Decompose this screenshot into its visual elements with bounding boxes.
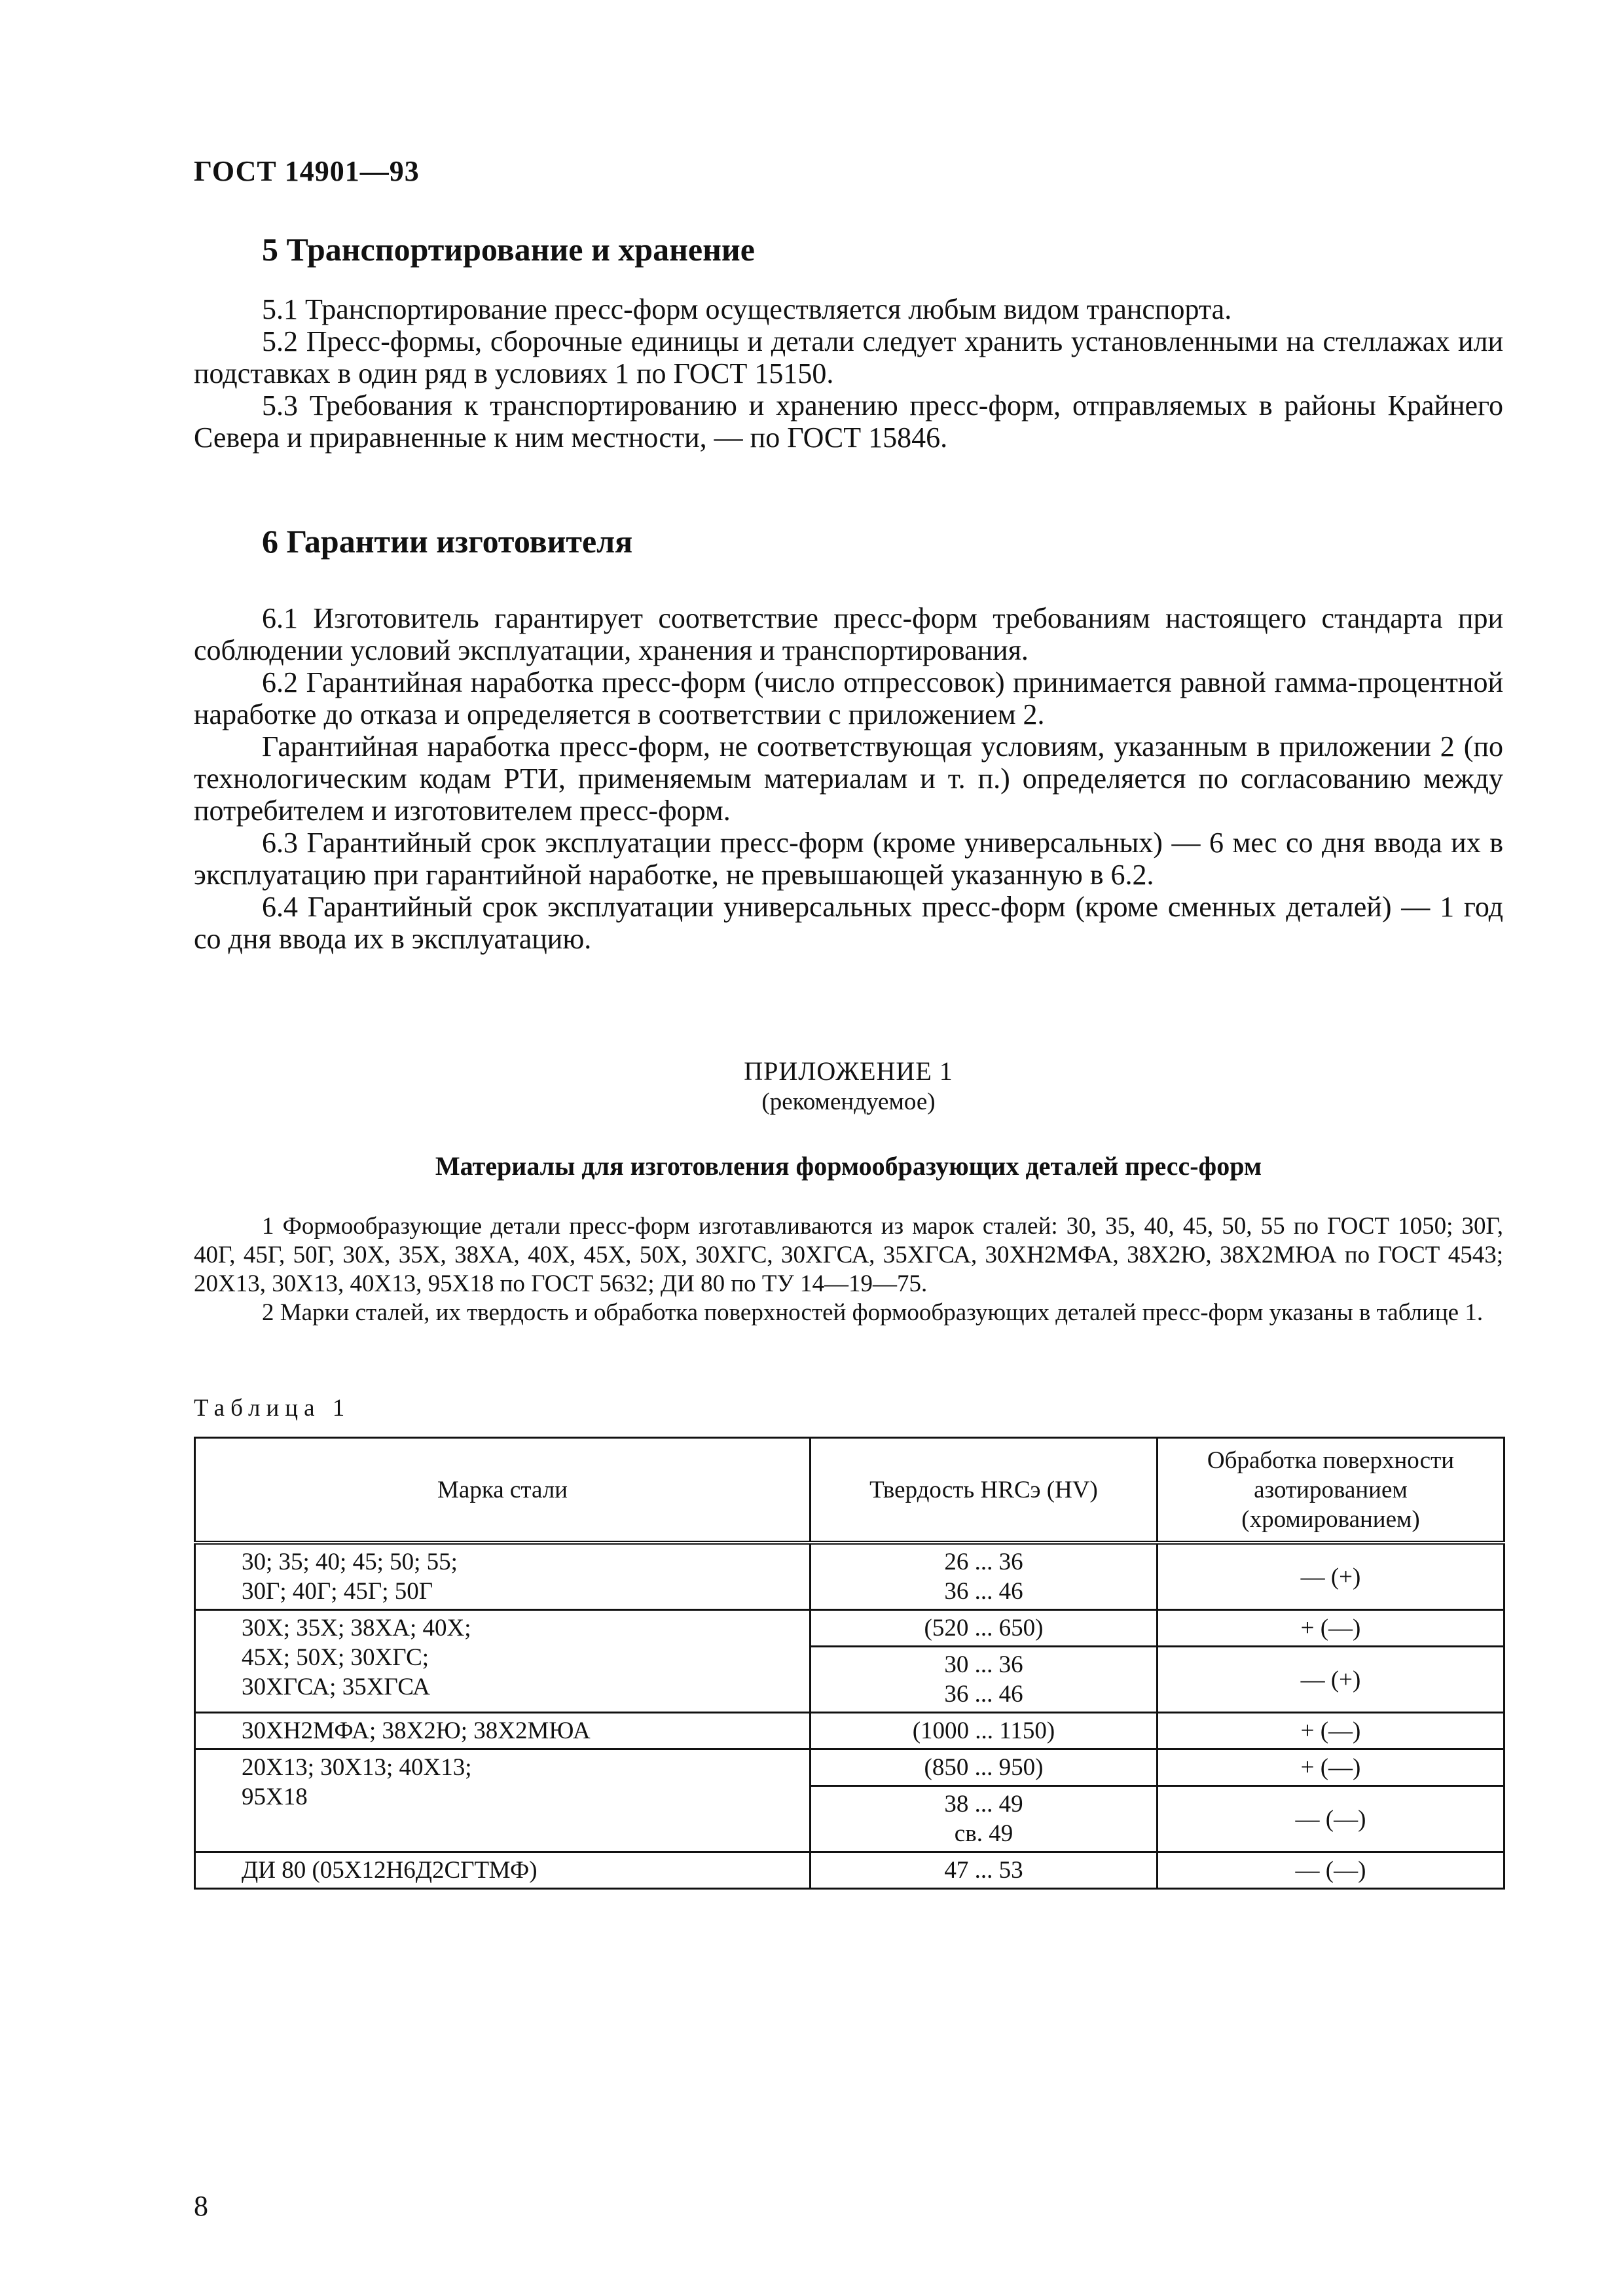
hardness-cell: (850 ... 950): [811, 1749, 1158, 1786]
section-6-paragraph-5: 6.4 Гарантийный срок эксплуатации универсальных пресс-форм (кроме сменных деталей) — 1 год со дня ввода их в эксплуатацию.: [194, 891, 1503, 955]
hardness-cell: 47 ... 53: [811, 1852, 1158, 1889]
treatment-cell: — (—): [1158, 1852, 1504, 1889]
section-5-paragraph-1: 5.1 Транспортирование пресс-форм осуществляется любым видом транспорта.: [262, 293, 1232, 325]
steel-grade-cell: 30ХН2МФА; 38Х2Ю; 38Х2МЮА: [195, 1713, 811, 1749]
treatment-cell: + (—): [1158, 1610, 1504, 1647]
table-header-row: [195, 1438, 1504, 1543]
steel-grade-cell: 20Х13; 30Х13; 40Х13; 95Х18: [195, 1749, 811, 1852]
section-5-paragraph-2: 5.2 Пресс-формы, сборочные единицы и детали следует хранить установленными на стеллажах или подставках в один ряд в условиях 1 по ГОСТ 15150.: [194, 325, 1503, 389]
document-code: ГОСТ 14901—93: [194, 155, 420, 187]
appendix-paragraph-2: 2 Марки сталей, их твердость и обработка поверхностей формообразующих деталей пресс-форм указаны в таблице 1.: [262, 1299, 1484, 1326]
steel-grade-cell: ДИ 80 (05Х12Н6Д2СГТМФ): [195, 1852, 811, 1889]
table-row: [195, 1852, 1504, 1889]
hardness-cell: 38 ... 49 св. 49: [811, 1786, 1158, 1852]
treatment-cell: — (+): [1158, 1647, 1504, 1713]
table-row: [195, 1713, 1504, 1749]
treatment-cell: + (—): [1158, 1713, 1504, 1749]
hardness-cell: (520 ... 650): [811, 1610, 1158, 1647]
section-6-title: 6 Гарантии изготовителя: [262, 523, 633, 560]
treatment-cell: — (—): [1158, 1786, 1504, 1852]
section-6-paragraph-4: 6.3 Гарантийный срок эксплуатации пресс-форм (кроме универсальных) — 6 мес со дня ввода их в эксплуатацию при гарантийной наработке, не превышающей указанную в 6.2.: [194, 827, 1503, 891]
section-6-paragraph-2: 6.2 Гарантийная наработка пресс-форм (число отпрессовок) принимается равной гамма-процентной наработке до отказа и определяется в соответствии с приложением 2.: [194, 666, 1503, 730]
page-number: 8: [194, 2190, 208, 2222]
steel-grade-cell: 30; 35; 40; 45; 50; 55; 30Г; 40Г; 45Г; 50Г: [195, 1543, 811, 1610]
treatment-cell: + (—): [1158, 1749, 1504, 1786]
section-6-paragraph-3: Гарантийная наработка пресс-форм, не соответствующая условиям, указанным в приложении 2 (по технологическим кодам РТИ, применяемым материалам и т. п.) определяется по согласованию между потребителем и изготовителем пресс-форм.: [194, 730, 1503, 827]
hardness-cell: 30 ... 36 36 ... 46: [811, 1647, 1158, 1713]
table-caption: Таблица 1: [194, 1395, 351, 1422]
header-hardness: Твердость HRCэ (HV): [811, 1438, 1158, 1543]
table-row: [195, 1749, 1504, 1786]
hardness-cell: (1000 ... 1150): [811, 1713, 1158, 1749]
section-5-paragraph-3: 5.3 Требования к транспортированию и хранению пресс-форм, отправляемых в районы Крайнего Севера и приравненные к ним местности, — по ГОСТ 15846.: [194, 389, 1503, 454]
appendix-heading: Материалы для изготовления формообразующих деталей пресс-форм: [435, 1151, 1262, 1181]
table-row: [195, 1543, 1504, 1610]
hardness-cell: 26 ... 36 36 ... 46: [811, 1543, 1158, 1610]
header-surface-treatment: Обработка поверхности азотированием (хромированием): [1158, 1438, 1504, 1543]
appendix-title: ПРИЛОЖЕНИЕ 1: [744, 1056, 953, 1086]
section-5-title: 5 Транспортирование и хранение: [262, 231, 755, 268]
appendix-paragraph-1: 1 Формообразующие детали пресс-форм изготавливаются из марок сталей: 30, 35, 40, 45, 50, 55 по ГОСТ 1050; 30Г, 40Г, 45Г, 50Г, 30Х, 35Х, 38ХА, 40Х, 45Х, 50Х, 30ХГС, 30ХГСА, 35ХГСА, 30ХН2МФА, 38Х2Ю, 38Х2МЮА по ГОСТ 4543; 20Х13, 30Х13, 40Х13, 95Х18 по ГОСТ 5632; ДИ 80 по ТУ 14—19—75.: [194, 1213, 1503, 1297]
table-row: [195, 1610, 1504, 1647]
appendix-subtitle: (рекомендуемое): [761, 1088, 936, 1115]
steel-grade-cell: 30Х; 35Х; 38ХА; 40Х; 45Х; 50Х; 30ХГС; 30ХГСА; 35ХГСА: [195, 1610, 811, 1713]
section-6-paragraph-1: 6.1 Изготовитель гарантирует соответствие пресс-форм требованиям настоящего стандарта при соблюдении условий эксплуатации, хранения и транспортирования.: [194, 602, 1503, 666]
treatment-cell: — (+): [1158, 1543, 1504, 1610]
steel-grades-table: [194, 1437, 1505, 1890]
header-steel-grade: Марка стали: [195, 1438, 811, 1543]
